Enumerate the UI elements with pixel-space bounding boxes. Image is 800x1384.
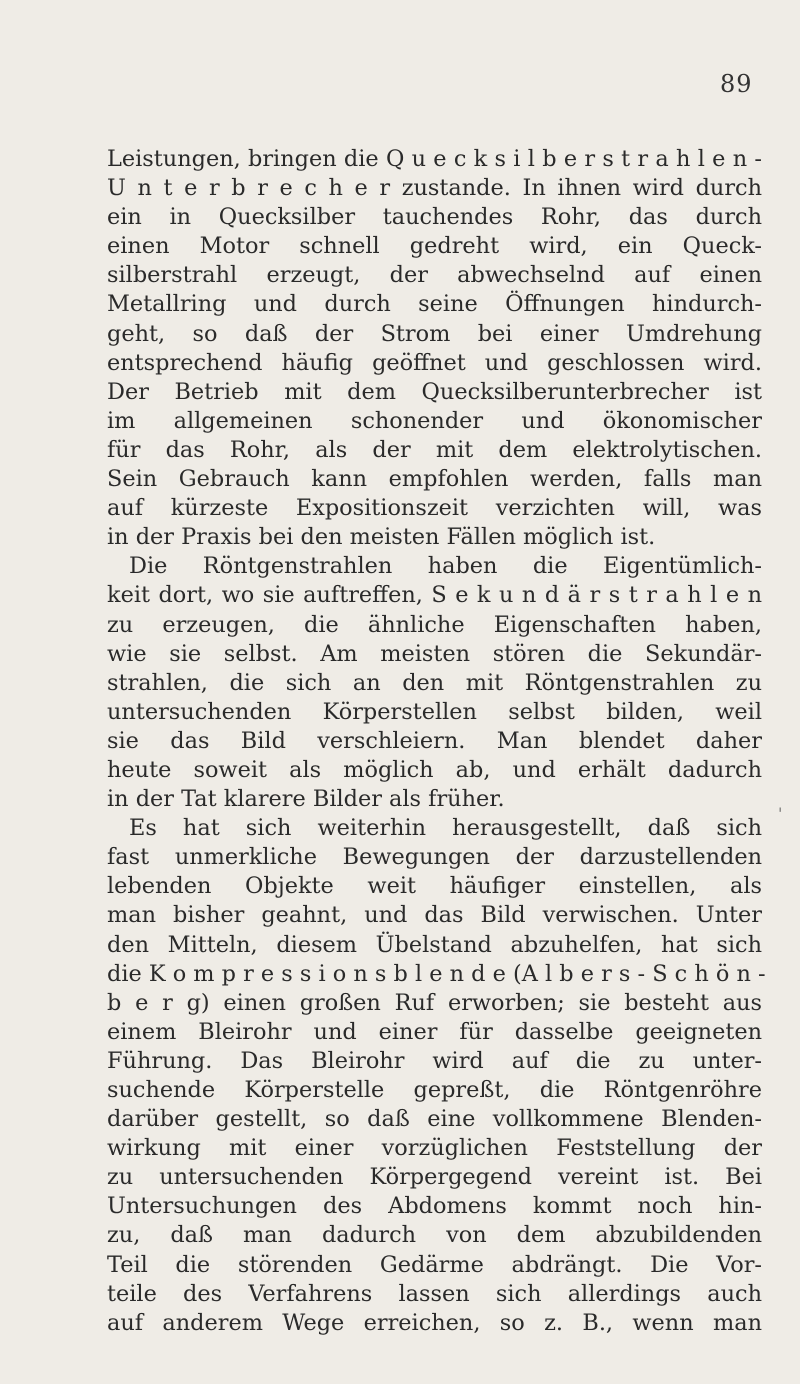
text-line: wie sie selbst. Am meisten stören die Sekundär- bbox=[107, 640, 762, 667]
text-line: in der Praxis bei den meisten Fällen möglich ist. bbox=[107, 524, 656, 551]
text-line: den Mitteln, diesem Übelstand abzuhelfen, hat sich bbox=[107, 931, 762, 958]
text-line: in der Tat klarere Bilder als früher. bbox=[107, 786, 505, 813]
text-line: U n t e r b r e c h e r zustande. In ihnen wird durch bbox=[107, 175, 762, 202]
text-line: heute soweit als möglich ab, und erhält dadurch bbox=[107, 756, 762, 783]
text-line: zu, daß man dadurch von dem abzubildenden bbox=[107, 1222, 762, 1249]
text-line: darüber gestellt, so daß eine vollkommene Blenden- bbox=[107, 1106, 762, 1133]
text-line: Leistungen, bringen die Q u e c k s i l b e r s t r a h l e n - bbox=[107, 146, 762, 172]
text-line: einem Bleirohr und einer für dasselbe geeigneten bbox=[107, 1018, 762, 1045]
text-line: Metallring und durch seine Öffnungen hindurch- bbox=[107, 291, 762, 318]
text-line: Untersuchungen des Abdomens kommt noch hin- bbox=[107, 1193, 762, 1220]
text-line: geht, so daß der Strom bei einer Umdrehung bbox=[107, 320, 762, 347]
text-line: auf kürzeste Expositionszeit verzichten will, was bbox=[107, 495, 762, 522]
text-line: die K o m p r e s s i o n s b l e n d e (A l b e r s - S c h ö n - bbox=[107, 960, 766, 987]
text-line: Sein Gebrauch kann empfohlen werden, falls man bbox=[107, 466, 762, 493]
text-line: strahlen, die sich an den mit Röntgenstrahlen zu bbox=[107, 669, 762, 696]
text-line: für das Rohr, als der mit dem elektrolytischen. bbox=[107, 436, 762, 463]
text-line: sie das Bild verschleiern. Man blendet daher bbox=[107, 727, 762, 754]
text-line: im allgemeinen schonender und ökonomischer bbox=[107, 407, 762, 434]
text-line: Die Röntgenstrahlen haben die Eigentümlich- bbox=[129, 553, 762, 580]
text-line: ein in Quecksilber tauchendes Rohr, das durch bbox=[107, 204, 762, 231]
text-line: zu untersuchenden Körpergegend vereint ist. Bei bbox=[107, 1164, 762, 1191]
text-line: auf anderem Wege erreichen, so z. B., wenn man bbox=[107, 1309, 762, 1336]
text-line: Der Betrieb mit dem Quecksilberunterbrecher ist bbox=[107, 378, 762, 405]
text-line: silberstrahl erzeugt, der abwechselnd auf einen bbox=[107, 262, 762, 289]
text-line: teile des Verfahrens lassen sich allerdings auch bbox=[107, 1280, 762, 1307]
text-line: fast unmerkliche Bewegungen der darzustellenden bbox=[107, 844, 762, 871]
text-line: wirkung mit einer vorzüglichen Feststellung der bbox=[107, 1135, 762, 1162]
text-line: Teil die störenden Gedärme abdrängt. Die Vor- bbox=[107, 1251, 762, 1278]
body-text bbox=[107, 145, 766, 1338]
text-line: keit dort, wo sie auftreffen, S e k u n d ä r s t r a h l e n bbox=[107, 582, 762, 609]
text-line: Führung. Das Bleirohr wird auf die zu unter- bbox=[107, 1047, 762, 1074]
text-line: b e r g) einen großen Ruf erworben; sie besteht aus bbox=[107, 989, 762, 1016]
text-line: zu erzeugen, die ähnliche Eigenschaften haben, bbox=[107, 611, 762, 638]
text-line: man bisher geahnt, und das Bild verwischen. Unter bbox=[107, 902, 762, 929]
text-line: Es hat sich weiterhin herausgestellt, daß sich bbox=[129, 815, 762, 842]
text-line: einen Motor schnell gedreht wird, ein Queck- bbox=[107, 233, 762, 260]
text-line: entsprechend häufig geöffnet und geschlossen wird. bbox=[107, 349, 762, 376]
margin-mark: ' bbox=[778, 804, 783, 823]
text-line: untersuchenden Körperstellen selbst bilden, weil bbox=[107, 698, 762, 725]
page-number: 89 bbox=[720, 70, 753, 98]
text-line: lebenden Objekte weit häufiger einstellen, als bbox=[107, 873, 762, 900]
text-line: suchende Körperstelle gepreßt, die Röntgenröhre bbox=[107, 1077, 762, 1103]
